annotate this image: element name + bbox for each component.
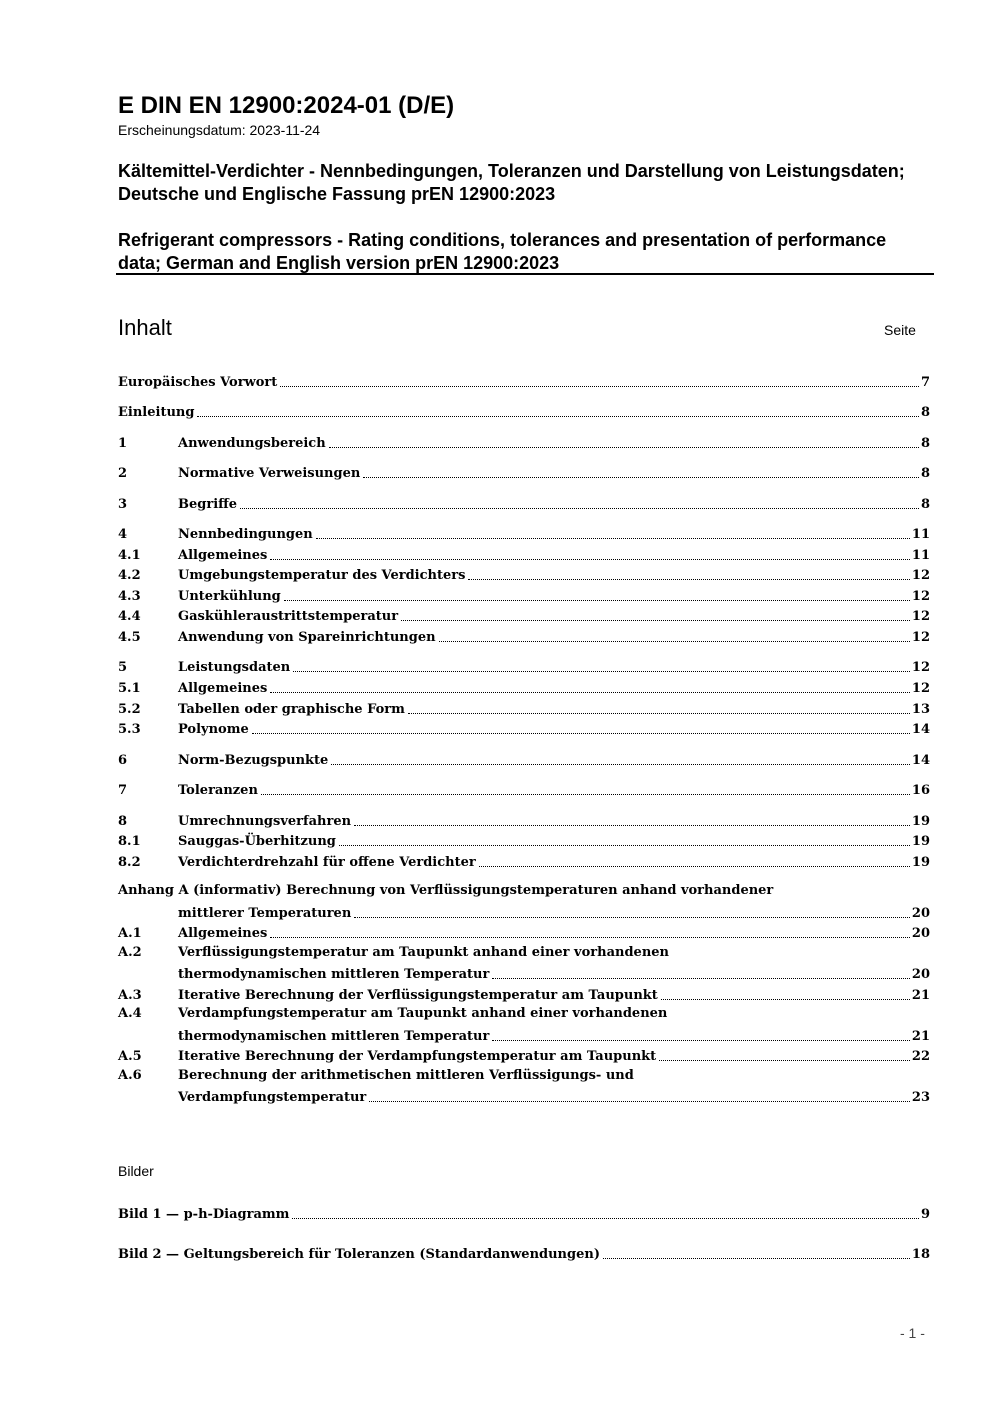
figure-entry-page: 18	[911, 1247, 930, 1262]
toc-leader	[329, 447, 919, 448]
toc-leader	[280, 386, 919, 387]
toc-annex-title-line1[interactable]: Anhang A (informativ) Berechnung von Verflüssigungstemperaturen anhand vorhandener	[118, 883, 774, 898]
toc-entry-page: 14	[911, 753, 930, 768]
toc-entry-number: 4.3	[118, 589, 141, 604]
figure-entry[interactable]	[118, 1244, 930, 1264]
toc-entry-title: Anwendung von Spareinrichtungen	[178, 630, 436, 645]
toc-entry-page: 19	[911, 834, 930, 849]
toc-entry[interactable]	[118, 606, 930, 626]
toc-entry-title: Norm-Bezugspunkte	[178, 753, 329, 768]
toc-entry[interactable]	[118, 372, 930, 392]
toc-entry-page: 21	[911, 988, 930, 1003]
toc-entry-number: 5.2	[118, 702, 141, 717]
toc-leader	[479, 866, 910, 867]
toc-entry-title: Tabellen oder graphische Form	[178, 702, 405, 717]
toc-entry-number: 5.3	[118, 722, 141, 737]
page-number: - 1 -	[900, 1325, 925, 1341]
toc-entry-title-line1: Berechnung der arithmetischen mittleren Verflüssigungs- und	[178, 1068, 634, 1083]
toc-entry-page: 12	[911, 568, 930, 583]
publication-date: Erscheinungsdatum: 2023-11-24	[118, 122, 321, 138]
toc-entry-title: Unterkühlung	[178, 589, 281, 604]
toc-entry[interactable]	[118, 985, 930, 1005]
toc-leader	[197, 416, 919, 417]
toc-entry-title: Iterative Berechnung der Verflüssigungstemperatur am Taupunkt	[178, 988, 658, 1003]
toc-leader	[492, 1040, 910, 1041]
toc-entry[interactable]	[118, 750, 930, 770]
toc-entry-number: A.4	[118, 1006, 142, 1021]
toc-entry[interactable]	[118, 586, 930, 606]
toc-entry-title: Gaskühleraustrittstemperatur	[178, 609, 399, 624]
toc-leader	[252, 733, 910, 734]
toc-entry-first-line[interactable]	[118, 1067, 930, 1087]
toc-page-column-label: Seite	[884, 322, 916, 338]
toc-entry-title: Umgebungstemperatur des Verdichters	[178, 568, 466, 583]
toc-leader	[354, 917, 910, 918]
toc-entry[interactable]	[118, 627, 930, 647]
toc-leader	[270, 937, 910, 938]
toc-entry-page: 19	[911, 855, 930, 870]
toc-entry-title: Toleranzen	[178, 783, 258, 798]
toc-entry[interactable]	[118, 699, 930, 719]
toc-entry-number: 3	[118, 497, 128, 512]
toc-leader	[492, 978, 910, 979]
toc-entry-number: 5	[118, 660, 128, 675]
toc-entry-page: 20	[911, 967, 930, 982]
toc-leader	[331, 764, 910, 765]
toc-entry-title: Normative Verweisungen	[178, 466, 361, 481]
toc-entry-number: 1	[118, 436, 128, 451]
toc-entry[interactable]	[118, 545, 930, 565]
toc-leader	[408, 713, 910, 714]
toc-entry[interactable]	[118, 780, 930, 800]
toc-entry-page: 12	[911, 630, 930, 645]
toc-leader	[468, 579, 909, 580]
toc-leader	[363, 477, 919, 478]
toc-leader	[339, 845, 910, 846]
toc-entry-page: 8	[920, 497, 930, 512]
toc-entry[interactable]	[118, 565, 930, 585]
toc-entry-number: 5.1	[118, 681, 141, 696]
toc-entry-number: A.3	[118, 988, 142, 1003]
toc-entry-page: 20	[911, 926, 930, 941]
toc-leader	[292, 1218, 919, 1219]
toc-leader	[270, 692, 910, 693]
toc-entry-page: 22	[911, 1049, 930, 1064]
toc-entry-page: 12	[911, 609, 930, 624]
toc-entry-page: 11	[911, 548, 930, 563]
toc-leader	[603, 1258, 910, 1259]
toc-leader	[439, 641, 910, 642]
toc-entry-number: 8.2	[118, 855, 141, 870]
toc-entry-number: 6	[118, 753, 128, 768]
toc-entry-page: 8	[920, 466, 930, 481]
toc-entry[interactable]	[118, 433, 930, 453]
toc-entry-page: 12	[911, 681, 930, 696]
toc-entry-title: thermodynamischen mittleren Temperatur	[178, 1029, 490, 1044]
title-german: Kältemittel-Verdichter - Nennbedingungen, Toleranzen und Darstellung von Leistungsdaten; Deutsche und Englische Fassung prEN 12900:2023	[118, 161, 905, 204]
toc-entry-title: Verdampfungstemperatur	[178, 1090, 367, 1105]
toc-entry-title: Umrechnungsverfahren	[178, 814, 352, 829]
toc-leader	[261, 794, 910, 795]
toc-entry-number: 8.1	[118, 834, 141, 849]
toc-leader	[659, 1060, 910, 1061]
toc-entry-page: 14	[911, 722, 930, 737]
toc-entry-page: 8	[920, 436, 930, 451]
toc-entry-number: 4.1	[118, 548, 141, 563]
toc-entry-title-line1: Verflüssigungstemperatur am Taupunkt anhand einer vorhandenen	[178, 945, 669, 960]
toc-entry[interactable]	[118, 831, 930, 851]
figure-entry-title: Bild 2 — Geltungsbereich für Toleranzen (Standardanwendungen)	[118, 1247, 600, 1262]
toc-entry-number: 4.4	[118, 609, 141, 624]
toc-entry-title: Iterative Berechnung der Verdampfungstemperatur am Taupunkt	[178, 1049, 657, 1064]
toc-entry-number: 4	[118, 527, 128, 542]
toc-entry-number: A.1	[118, 926, 142, 941]
toc-annex-entry[interactable]	[118, 903, 930, 923]
toc-entry-page: 21	[911, 1029, 930, 1044]
toc-entry-page: 19	[911, 814, 930, 829]
toc-entry[interactable]	[118, 463, 930, 483]
toc-leader	[401, 620, 910, 621]
toc-entry-title: Allgemeines	[178, 681, 268, 696]
toc-entry[interactable]	[118, 657, 930, 677]
figure-entry-page: 9	[920, 1207, 930, 1222]
title-english: Refrigerant compressors - Rating conditions, tolerances and presentation of performance data; German and English version prEN 12900:2023	[118, 230, 887, 273]
toc-entry[interactable]	[118, 494, 930, 514]
figure-entry-title: Bild 1 — p-h-Diagramm	[118, 1207, 290, 1222]
toc-leader	[270, 559, 910, 560]
toc-entry-number: 4.2	[118, 568, 141, 583]
toc-entry-first-line[interactable]	[118, 1005, 930, 1025]
toc-entry-title: Allgemeines	[178, 926, 268, 941]
toc-entry[interactable]	[118, 811, 930, 831]
toc-entry-title: Anwendungsbereich	[178, 436, 326, 451]
toc-entry-title: Allgemeines	[178, 548, 268, 563]
toc-entry-title: Einleitung	[118, 405, 195, 420]
toc-entry-title: Sauggas-Überhitzung	[178, 834, 336, 849]
toc-entry-page: 23	[911, 1090, 930, 1105]
header-divider	[116, 273, 934, 275]
toc-entry-number: 7	[118, 783, 128, 798]
toc-entry[interactable]	[118, 1046, 930, 1066]
toc-entry-number: 2	[118, 466, 128, 481]
toc-entry-number: A.6	[118, 1068, 142, 1083]
toc-entry-number: 4.5	[118, 630, 141, 645]
toc-entry[interactable]	[118, 923, 930, 943]
toc-entry-title: Nennbedingungen	[178, 527, 313, 542]
toc-entry-title: Europäisches Vorwort	[118, 375, 278, 390]
toc-entry-page: 8	[920, 405, 930, 420]
toc-entry[interactable]	[118, 719, 930, 739]
toc-entry-page: 12	[911, 660, 930, 675]
toc-entry-title: Verdichterdrehzahl für offene Verdichter	[178, 855, 476, 870]
toc-heading: Inhalt	[118, 315, 172, 340]
toc-leader	[293, 671, 910, 672]
toc-entry-page: 11	[911, 527, 930, 542]
toc-entry[interactable]	[118, 852, 930, 872]
toc-entry-number: 8	[118, 814, 128, 829]
toc-entry-title-line1: Verdampfungstemperatur am Taupunkt anhand einer vorhandenen	[178, 1006, 668, 1021]
toc-entry-number: A.2	[118, 945, 142, 960]
toc-entry-title: Leistungsdaten	[178, 660, 291, 675]
toc-leader	[240, 508, 919, 509]
toc-entry-page: 13	[911, 702, 930, 717]
toc-entry-page: 7	[920, 375, 930, 390]
toc-entry[interactable]	[118, 964, 930, 984]
toc-entry-number: A.5	[118, 1049, 142, 1064]
toc-leader	[354, 825, 910, 826]
toc-entry[interactable]	[118, 524, 930, 544]
toc-entry[interactable]	[118, 678, 930, 698]
toc-leader	[284, 600, 910, 601]
toc-entry-title: Polynome	[178, 722, 249, 737]
toc-entry[interactable]	[118, 1087, 930, 1107]
toc-entry[interactable]	[118, 402, 930, 422]
figures-heading: Bilder	[118, 1163, 154, 1179]
toc-entry-page: 12	[911, 589, 930, 604]
toc-entry[interactable]	[118, 1026, 930, 1046]
toc-entry-title: Begriffe	[178, 497, 238, 512]
document-id: E DIN EN 12900:2024-01 (D/E)	[118, 92, 455, 119]
toc-annex-title-line2: mittlerer Temperaturen	[178, 906, 352, 921]
toc-entry-page: 16	[911, 783, 930, 798]
toc-entry-title: thermodynamischen mittleren Temperatur	[178, 967, 490, 982]
figure-entry[interactable]	[118, 1204, 930, 1224]
toc-leader	[369, 1101, 910, 1102]
toc-entry-first-line[interactable]	[118, 944, 930, 964]
toc-leader	[661, 999, 910, 1000]
toc-entry-page: 20	[911, 906, 930, 921]
toc-leader	[316, 538, 910, 539]
